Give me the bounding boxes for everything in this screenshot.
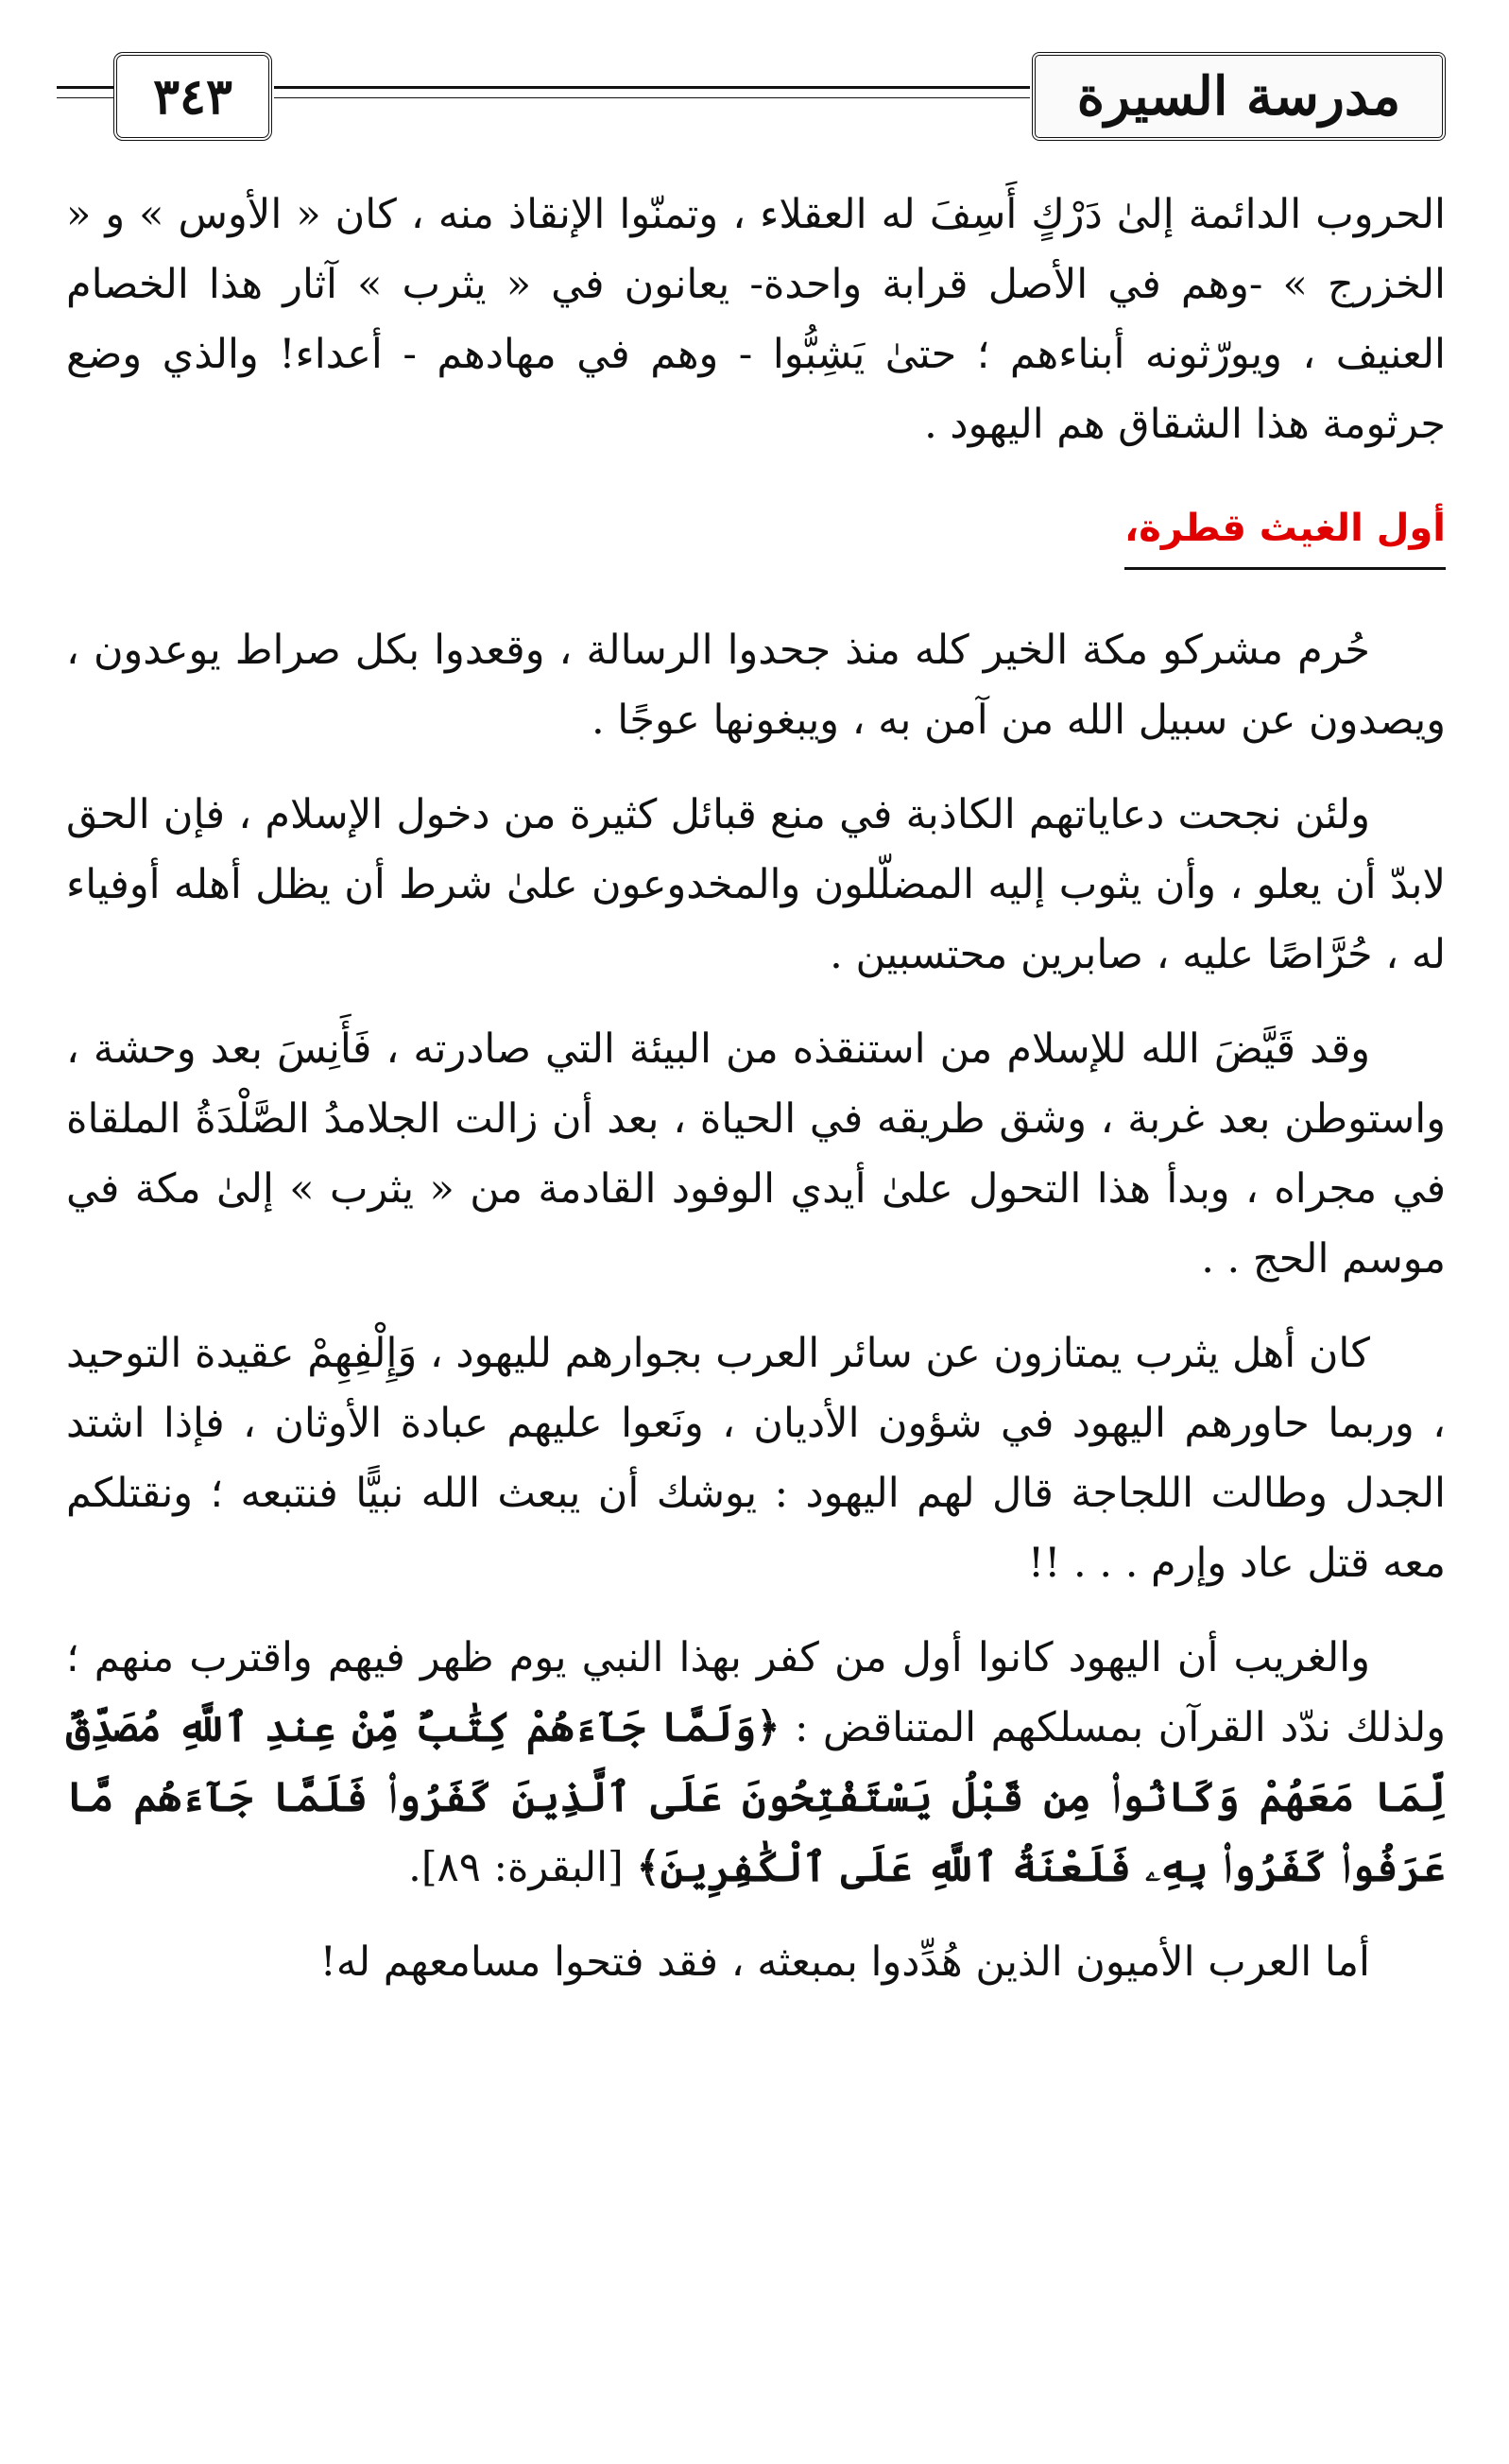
- page-header: [57, 52, 1446, 137]
- paragraph-6: [66, 1623, 1446, 1903]
- paragraph-5: كان أهل يثرب يمتازون عن سائر العرب بجوارهم لليهود ، وَإِلْفِهِمْ عقيدة التوحيد ، وربما حاورهم اليهود في شؤون الأديان ، ونَعوا عليهم عبادة الأوثان ، فإذا اشتد الجدل وطالت اللجاجة قال لهم اليهود : يوشك أن يبعث الله نبيًّا فنتبعه ؛ ونقتلكم معه قتل عاد وإرم . . . !!: [66, 1330, 1446, 1587]
- paragraph-3: ولئن نجحت دعاياتهم الكاذبة في منع قبائل كثيرة من دخول الإسلام ، فإن الحق لابدّ أن يعلو ، وأن يثوب إليه المضلّلون والمخدوعون علىٰ شرط أن يظل أهله أوفياء له ، حُرَّاصًا عليه ، صابرين محتسبين .: [66, 791, 1446, 978]
- page-body: [66, 180, 1446, 2022]
- header-rule-left-top: [57, 86, 113, 89]
- paragraph-7: أما العرب الأميون الذين هُدِّدوا بمبعثه ، فقد فتحوا مسامعهم له!: [319, 1938, 1370, 1986]
- paragraph-6-intro: والغريب أن اليهود كانوا أول من كفر بهذا النبي يوم ظهر فيهم واقترب منهم ؛ ولذلك ندّد القرآن بمسلكهم المتناقض :: [66, 1634, 1447, 1751]
- page-number: ٣٤٣: [113, 52, 272, 141]
- paragraph-2: حُرم مشركو مكة الخير كله منذ جحدوا الرسالة ، وقعدوا بكل صراط يوعدون ، ويصدون عن سبيل الله من آمن به ، ويبغونها عوجًا .: [66, 627, 1446, 744]
- section-heading-wrap: [66, 484, 1446, 598]
- section-heading: أول الغيث قطرة،: [1124, 493, 1446, 570]
- book-title: مدرسة السيرة: [1032, 52, 1446, 141]
- header-rule-middle-top: [274, 86, 1030, 89]
- header-rule-middle-bottom: [274, 97, 1030, 98]
- paragraph-1: الحروب الدائمة إلىٰ دَرْكٍ أَسِفَ له العقلاء ، وتمنّوا الإنقاذ منه ، كان « الأوس » و « الخزرج » -وهم في الأصل قرابة واحدة- يعانون في « يثرب » آثار هذا الخصام العنيف ، ويورّثونه أبناءهم ؛ حتىٰ يَشِبُّوا - وهم في مهادهم - أعداء! والذي وضع جرثومة هذا الشقاق هم اليهود .: [66, 191, 1446, 448]
- verse-reference: [البقرة: ٨٩].: [408, 1844, 624, 1891]
- header-rule-left-bottom: [57, 97, 113, 98]
- paragraph-4: وقد قَيَّضَ الله للإسلام من استنقذه من البيئة التي صادرته ، فَأَنِسَ بعد وحشة ، واستوطن بعد غربة ، وشق طريقه في الحياة ، بعد أن زالت الجلامدُ الصَّلْدَةُ الملقاة في مجراه ، وبدأ هذا التحول علىٰ أيدي الوفود القادمة من « يثرب » إلىٰ مكة في موسم الحج . .: [66, 1025, 1446, 1283]
- quran-verse: ﴿وَلَمَّا جَآءَهُمْ كِتَٰبٌ مِّنْ عِندِ ٱللَّهِ مُصَدِّقٌ لِّمَا مَعَهُمْ وَكَانُوا۟ مِن قَبْلُ يَسْتَفْتِحُونَ عَلَى ٱلَّذِينَ كَفَرُوا۟ فَلَمَّا جَآءَهُم مَّا عَرَفُوا۟ كَفَرُوا۟ بِهِۦ فَلَعْنَةُ ٱللَّهِ عَلَى ٱلْكَٰفِرِينَ﴾: [66, 1704, 1446, 1891]
